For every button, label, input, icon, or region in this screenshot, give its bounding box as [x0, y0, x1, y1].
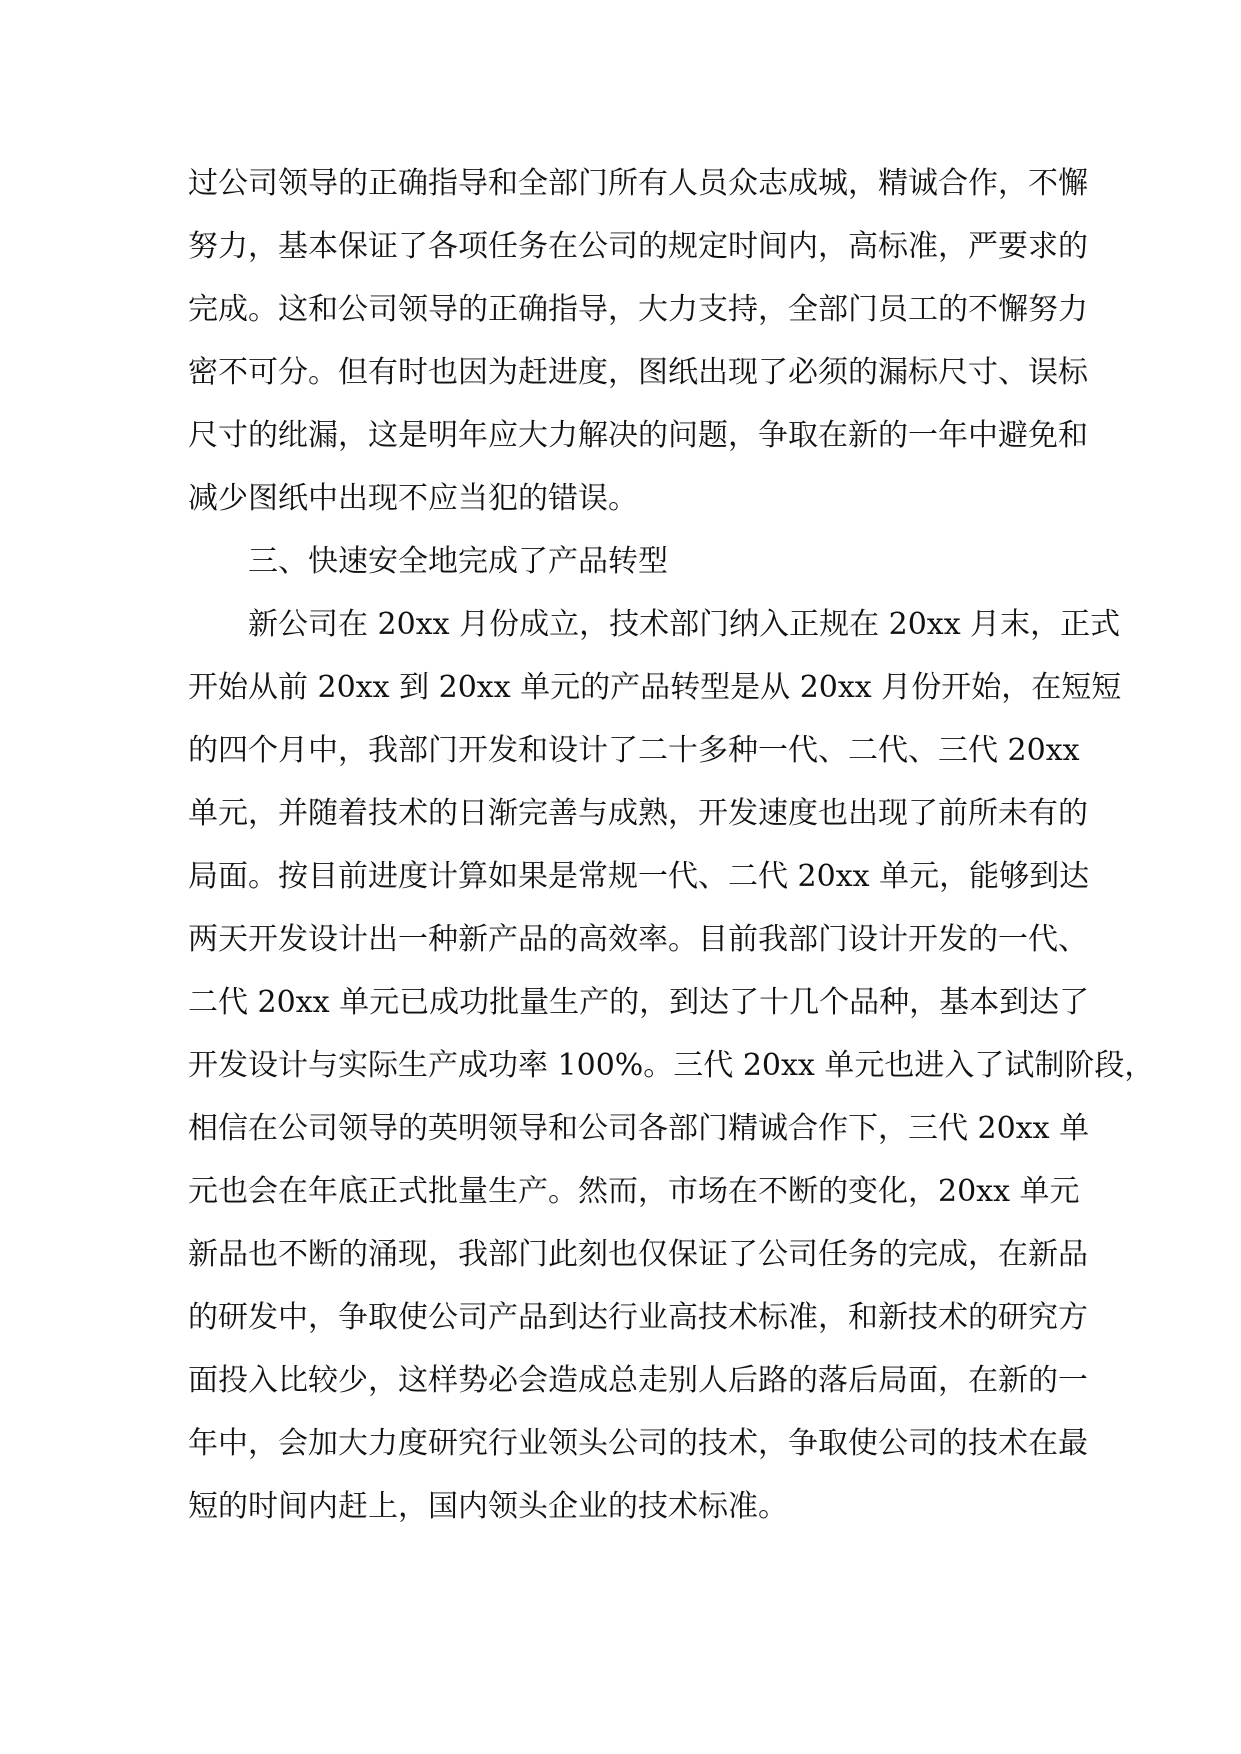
paragraph-line: 密不可分。但有时也因为赶进度，图纸出现了必须的漏标尺寸、误标: [188, 355, 1088, 390]
paragraph-line: 过公司领导的正确指导和全部门所有人员众志成城，精诚合作，不懈: [188, 166, 1088, 201]
paragraph-line: 开始从前 20xx 到 20xx 单元的产品转型是从 20xx 月份开始，在短短: [188, 670, 1122, 705]
body-text: [188, 152, 1155, 1538]
paragraph-line: 努力，基本保证了各项任务在公司的规定时间内，高标准，严要求的: [188, 229, 1088, 264]
paragraph-line: 短的时间内赶上，国内领头企业的技术标准。: [188, 1489, 788, 1524]
paragraph-line: 面投入比较少，这样势必会造成总走别人后路的落后局面，在新的一: [188, 1363, 1088, 1398]
paragraph-line: 的研发中，争取使公司产品到达行业高技术标准，和新技术的研究方: [188, 1300, 1088, 1335]
paragraph-line: 新品也不断的涌现，我部门此刻也仅保证了公司任务的完成，在新品: [188, 1237, 1088, 1272]
paragraph-line: 单元，并随着技术的日渐完善与成熟，开发速度也出现了前所未有的: [188, 796, 1088, 831]
paragraph-line: 相信在公司领导的英明领导和公司各部门精诚合作下，三代 20xx 单: [188, 1111, 1090, 1146]
paragraph-line: 元也会在年底正式批量生产。然而，市场在不断的变化，20xx 单元: [188, 1174, 1080, 1209]
paragraph-line: 两天开发设计出一种新产品的高效率。目前我部门设计开发的一代、: [188, 922, 1088, 957]
paragraph-line: 二代 20xx 单元已成功批量生产的，到达了十几个品种，基本到达了: [188, 985, 1090, 1020]
paragraph-line: 完成。这和公司领导的正确指导，大力支持，全部门员工的不懈努力: [188, 292, 1088, 327]
paragraph-line: 尺寸的纰漏，这是明年应大力解决的问题，争取在新的一年中避免和: [188, 418, 1088, 453]
paragraph-line: 新公司在 20xx 月份成立，技术部门纳入正规在 20xx 月末，正式: [248, 607, 1121, 642]
paragraph-line: 的四个月中，我部门开发和设计了二十多种一代、二代、三代 20xx: [188, 733, 1080, 768]
paragraph-line: 年中，会加大力度研究行业领头公司的技术，争取使公司的技术在最: [188, 1426, 1088, 1461]
paragraph-line: 减少图纸中出现不应当犯的错误。: [188, 481, 638, 516]
section-heading: 三、快速安全地完成了产品转型: [248, 544, 668, 579]
paragraph-line: 局面。按目前进度计算如果是常规一代、二代 20xx 单元，能够到达: [188, 859, 1090, 894]
paragraph-line: 开发设计与实际生产成功率 100%。三代 20xx 单元也进入了试制阶段，: [188, 1048, 1155, 1083]
